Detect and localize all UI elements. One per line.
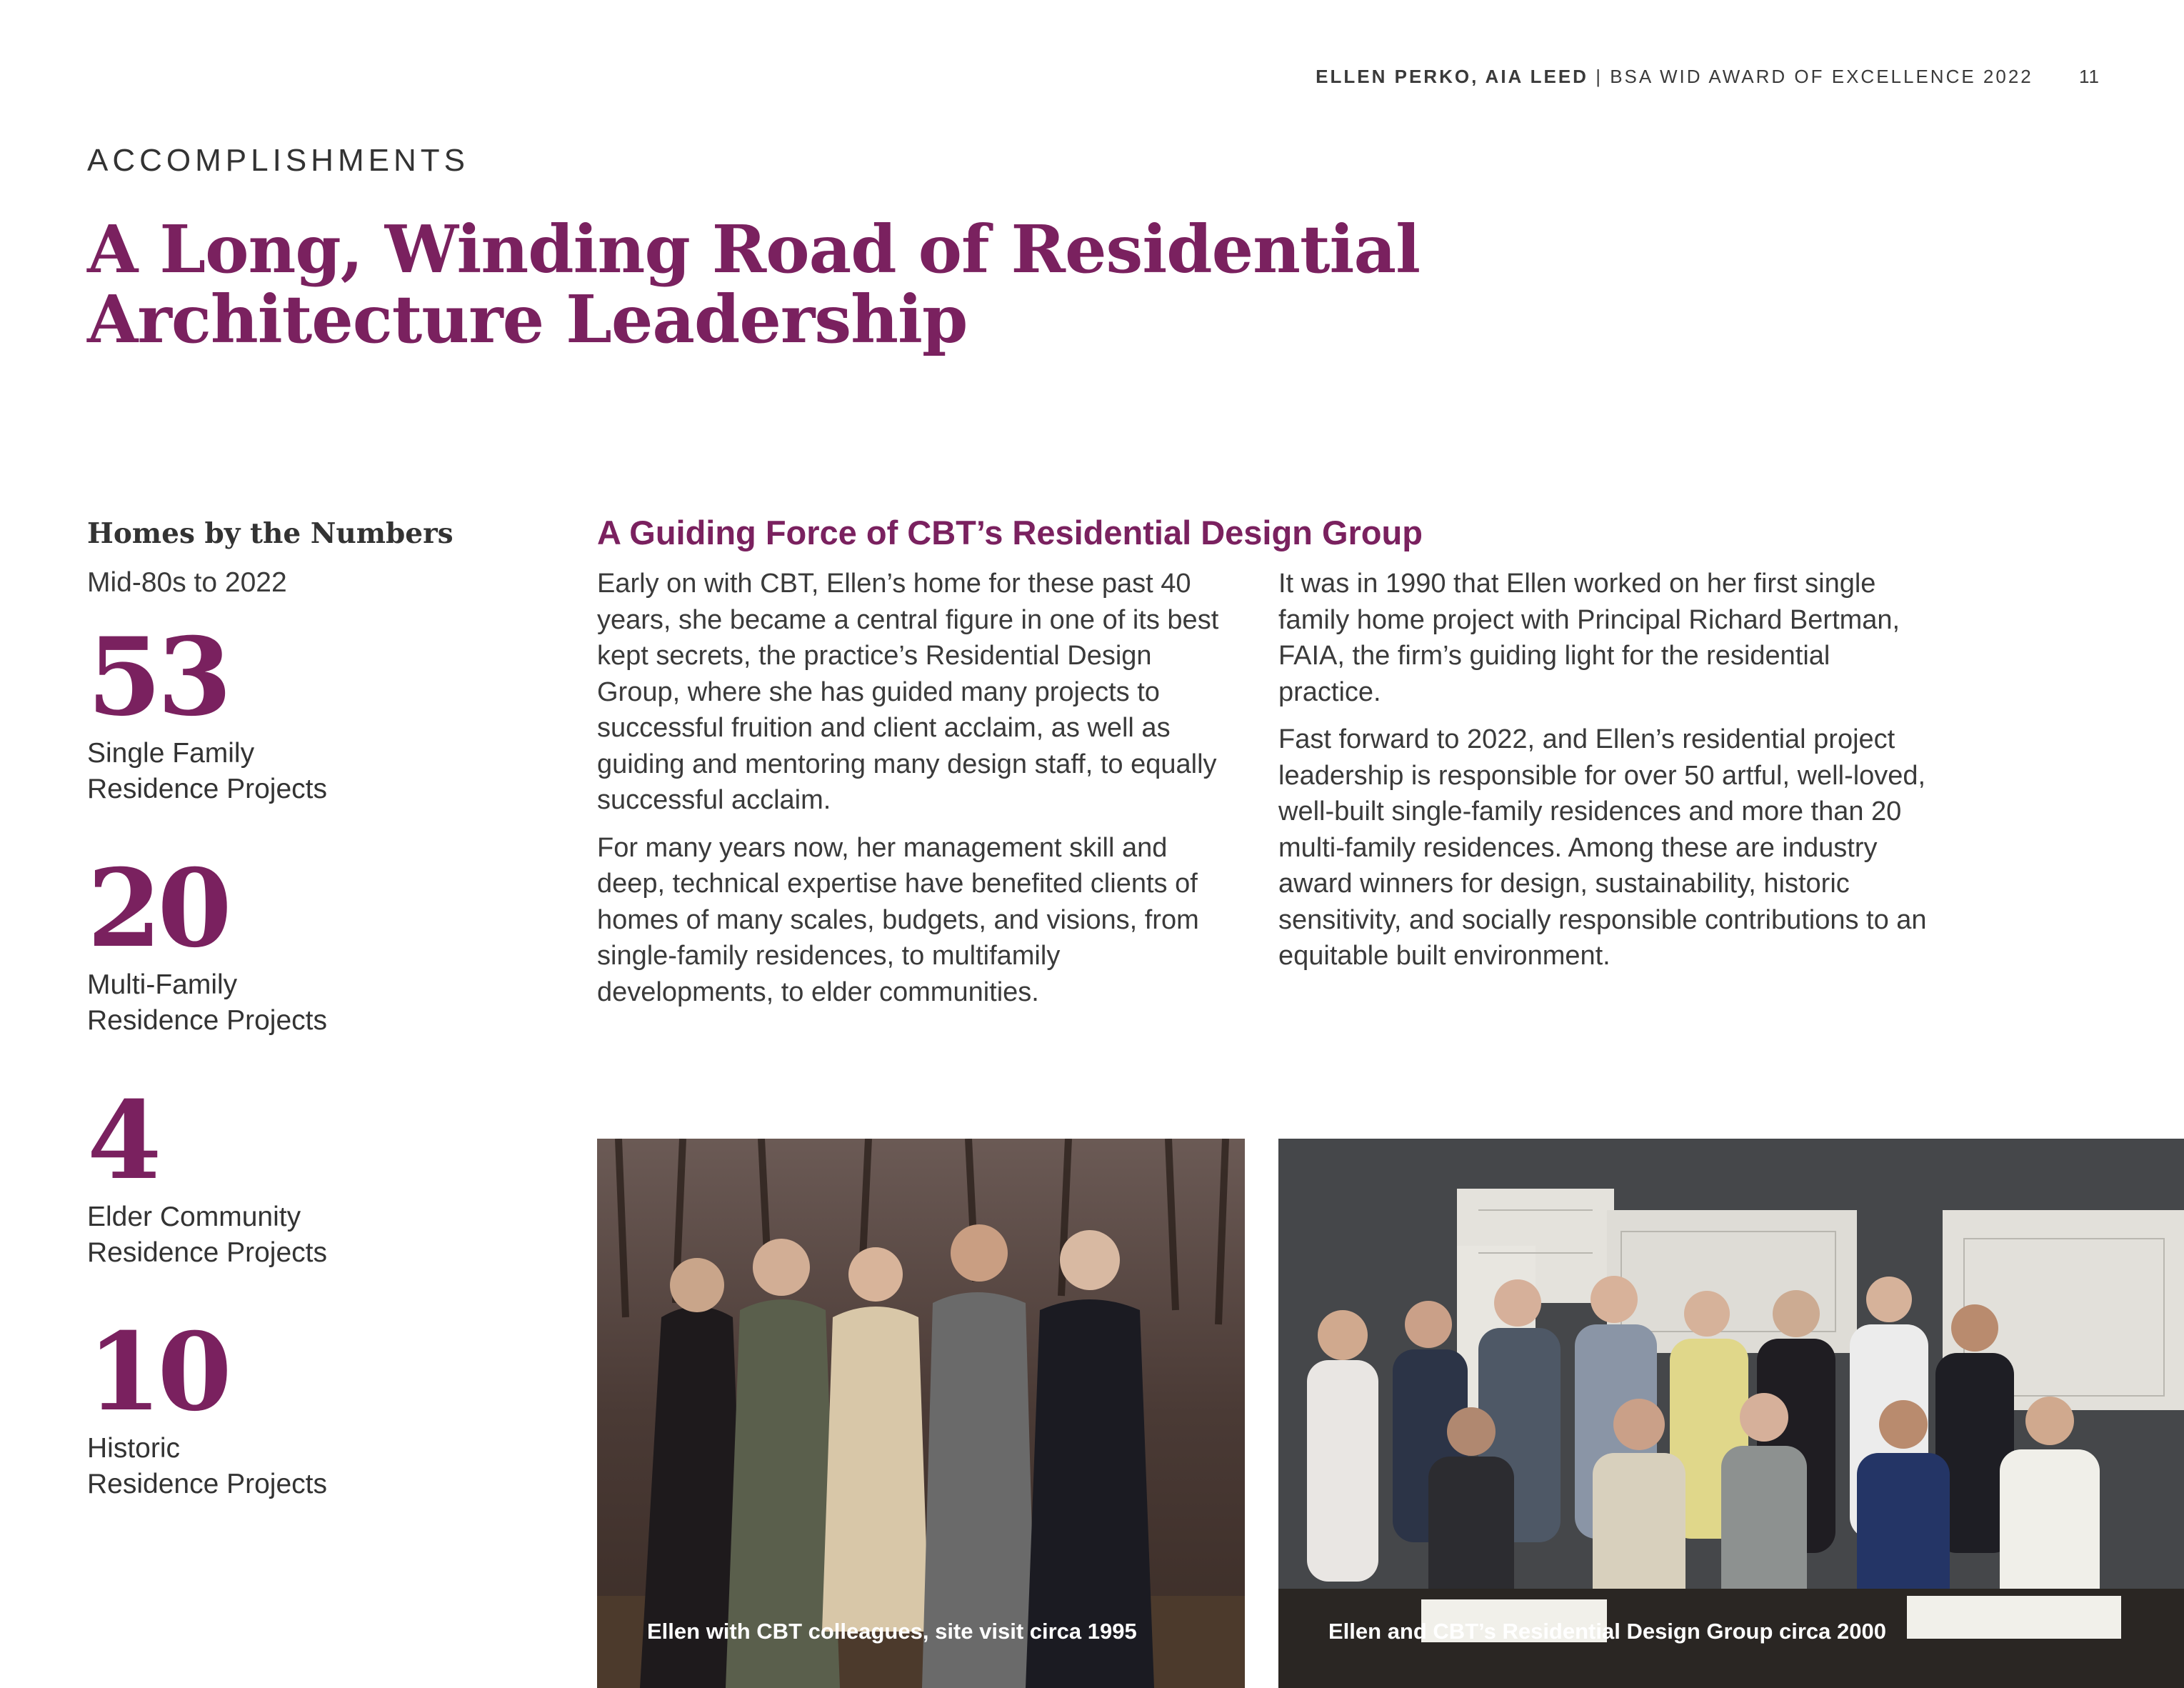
stat-label-line-2: Residence Projects: [87, 1005, 327, 1036]
page-number: 11: [2079, 66, 2100, 87]
title-line-1: A Long, Winding Road of Residential: [87, 211, 1421, 288]
stat-label: [87, 1199, 487, 1271]
photo-design-group-image: [1278, 1139, 2184, 1688]
body-paragraph: Fast forward to 2022, and Ellen’s residential project leadership is responsible for over 50 artful, well-loved, well-built single-family residences and more than 20 multi-family residences. Among these are industry award winners for design, sustainability, historic sensitivity, and socially responsible contributions to an equitable built environment.: [1278, 724, 1927, 971]
body-paragraph: For many years now, her management skill and deep, technical expertise have benefited clients of homes of many scales, budgets, and visions, from single-family residences, to multifamily developments, to elder communities.: [597, 832, 1199, 1007]
body-paragraph: It was in 1990 that Ellen worked on her first single family home project with Principal Richard Bertman, FAIA, the firm’s guiding light for the residential practice.: [1278, 569, 1900, 707]
stat-label-line-2: Residence Projects: [87, 1469, 327, 1499]
title-line-2: Architecture Leadership: [87, 281, 968, 358]
stat-single-family: [87, 614, 487, 807]
stat-elder-community: [87, 1078, 487, 1271]
body-paragraph: Early on with CBT, Ellen’s home for these past 40 years, she became a central figure in one of its best kept secrets, the practice’s Residential Design Group, where she has guided many projects to successful fruition and client acclaim, as well as guiding and mentoring many design staff, to equally successful acclaim.: [597, 569, 1219, 815]
photo-caption: Ellen and CBT’s Residential Design Group circa 2000: [1328, 1619, 1886, 1644]
body-column-1: [597, 566, 1226, 1022]
stat-value: 4: [87, 1078, 158, 1204]
stat-label-line-2: Residence Projects: [87, 774, 327, 804]
stats-subheading: Mid-80s to 2022: [87, 567, 287, 598]
stat-value: 53: [87, 614, 228, 740]
stat-label: [87, 736, 487, 807]
header-award: BSA WID AWARD OF EXCELLENCE 2022: [1610, 66, 2033, 87]
stat-label: [87, 967, 487, 1039]
body-column-2: [1278, 566, 1935, 986]
stat-label-line-1: Elder Community: [87, 1202, 301, 1232]
header-name: ELLEN PERKO, AIA LEED: [1316, 66, 1588, 87]
running-header: [1316, 66, 2100, 88]
page-title: [87, 211, 1444, 358]
stat-label-line-2: Residence Projects: [87, 1237, 327, 1268]
stat-historic: [87, 1309, 487, 1502]
stat-value: 20: [87, 846, 228, 972]
stats-heading: Homes by the Numbers: [87, 517, 454, 550]
header-separator: |: [1596, 66, 1603, 87]
photo-site-visit: [597, 1139, 1245, 1688]
photo-caption: Ellen with CBT colleagues, site visit circa 1995: [647, 1619, 1137, 1644]
stat-label-line-1: Single Family: [87, 738, 255, 769]
stat-label-line-1: Historic: [87, 1433, 181, 1464]
stat-value: 10: [87, 1309, 228, 1435]
section-eyebrow: ACCOMPLISHMENTS: [87, 143, 469, 178]
stat-multi-family: [87, 846, 487, 1039]
stat-label: [87, 1431, 487, 1502]
stat-label-line-1: Multi-Family: [87, 969, 238, 1000]
section-title: A Guiding Force of CBT’s Residential Design Group: [597, 514, 1423, 551]
photo-design-group: [1278, 1139, 2184, 1688]
photo-site-visit-image: [597, 1139, 1245, 1688]
